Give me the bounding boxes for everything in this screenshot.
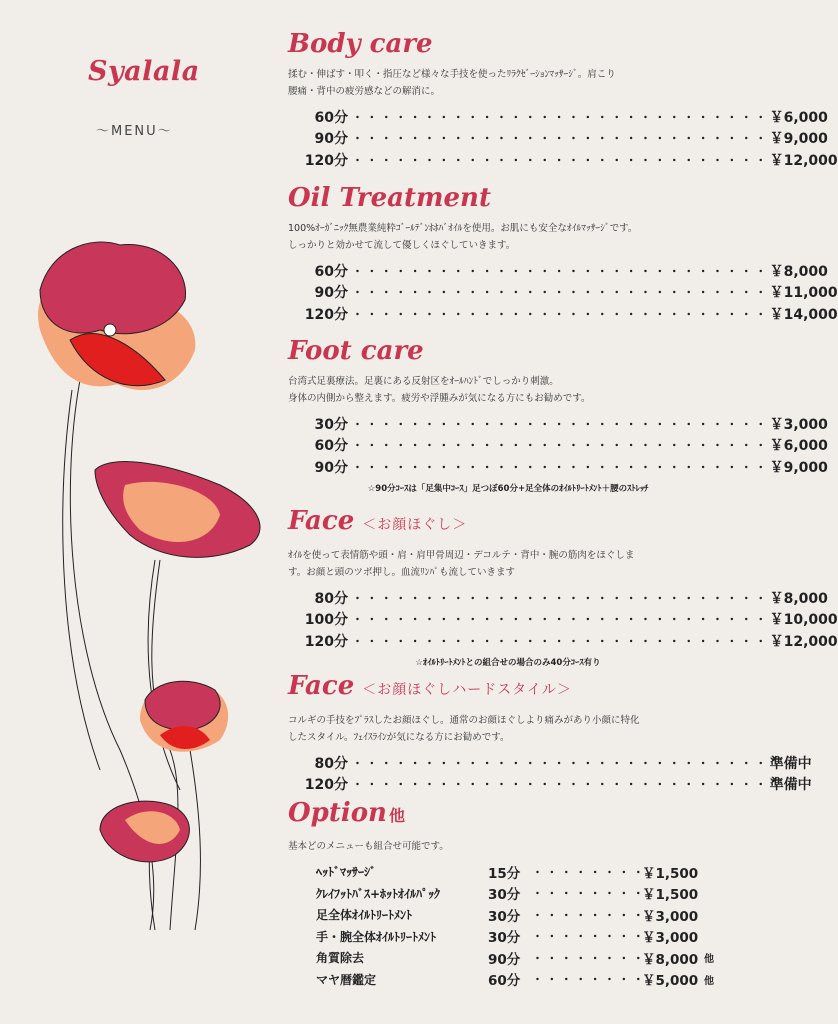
price: ￥9,000 (769, 131, 828, 148)
price-row (288, 128, 828, 150)
option-row (288, 883, 728, 905)
price-row (288, 260, 828, 282)
section-title (288, 797, 728, 832)
price: ￥11,000 (769, 285, 838, 302)
section-description: 基本どのメニューも組合せ可能です。 (288, 841, 449, 852)
leader-dots: ・・・・・・・・・・・・・・・・・・・・・・・・・・・・・ (352, 110, 770, 124)
section-title-suffix: 他 (388, 806, 405, 825)
price-row (288, 774, 812, 796)
poppy-lower (140, 681, 228, 751)
section-description: ｵｲﾙを使って表情筋や頭・肩・肩甲骨周辺・デコルテ・背中・腕の筋肉をほぐしま す。お顔と頭のツボ押し。血流ﾘﾝﾊﾟも流していきます (288, 550, 635, 578)
section-description: 100%ｵｰｶﾞﾆｯｸ無農業純粋ｺﾞｰﾙﾃﾞﾝﾎﾎﾊﾞｵｲﾙを使用。お肌にも安全なｵｲﾙﾏｯｻｰｼﾞです。 しっかりと効かせて流して優しくほぐしていきます。 (288, 223, 638, 251)
price: ￥3,000 (642, 930, 699, 947)
price-list (288, 106, 838, 171)
duration: 90分 (314, 131, 348, 148)
option-name: マヤ暦鑑定 (316, 972, 377, 987)
duration: 60分 (488, 973, 521, 990)
price: ￥9,000 (769, 459, 828, 476)
option-name: 手・腕全体ｵｲﾙﾄﾘｰﾄﾒﾝﾄ (316, 929, 437, 944)
duration: 120分 (304, 152, 348, 169)
leader-dots: ・・・・・・・・・・・・・・・・・・・・・・・・・・・・・ (352, 286, 770, 300)
option-extra: 他 (704, 975, 714, 987)
price-list (288, 587, 838, 652)
price: 準備中 (769, 755, 812, 772)
price-row (288, 587, 828, 609)
price-row (288, 630, 838, 652)
leader-dots: ・・・・・・・・ (532, 973, 648, 987)
option-row (288, 969, 728, 991)
price: ￥6,000 (769, 109, 828, 126)
leader-dots: ・・・・・・・・ (532, 951, 648, 965)
section-title (288, 505, 728, 541)
option-row (288, 947, 728, 969)
duration: 15分 (488, 865, 521, 882)
price-row (288, 282, 838, 304)
duration: 120分 (304, 777, 348, 794)
section-description: 揉む・伸ばす・叩く・指圧など様々な手技を使ったﾘﾗｸｾﾞｰｼｮﾝﾏｯｻｰｼﾞ。肩こり 腰痛・背中の疲労感などの解消に。 (288, 69, 616, 97)
brand-logo: Syalala (88, 56, 200, 87)
menu-label: 〜MENU〜 (96, 124, 173, 139)
section-title-text: Face (288, 671, 355, 701)
section-foot-care (288, 335, 828, 494)
leader-dots: ・・・・・・・・・・・・・・・・・・・・・・・・・・・・・ (352, 132, 770, 146)
leader-dots: ・・・・・・・・ (532, 908, 648, 922)
price: ￥8,000 (769, 263, 828, 280)
section-option (288, 797, 728, 990)
price-list (288, 413, 828, 478)
price-row (288, 752, 812, 774)
duration: 60分 (314, 109, 348, 126)
leader-dots: ・・・・・・・・ (532, 887, 648, 901)
price-list (288, 260, 838, 325)
price-row (288, 456, 828, 478)
duration: 30分 (488, 908, 521, 925)
poppy-top (38, 242, 195, 390)
section-body-care (288, 28, 838, 171)
option-row (288, 861, 728, 883)
option-name: 角質除去 (316, 951, 365, 966)
duration: 60分 (314, 263, 348, 280)
price-row (288, 149, 838, 171)
option-name: ｸﾚｲﾌｯﾄﾊﾞｽ+ﾎｯﾄｵｲﾙﾊﾟｯｸ (316, 886, 441, 901)
section-title: Body care (288, 29, 433, 59)
section-description: コルギの手技をﾌﾟﾗｽしたお顔ほぐし。通常のお顔ほぐしより痛みがあり小顔に特化 したスタイル。ﾌｪｲｽﾗｲﾝが気になる方にお勧めです。 (288, 715, 640, 743)
section-oil-treatment (288, 182, 838, 325)
duration: 30分 (314, 416, 348, 433)
leader-dots: ・・・・・・・・・・・・・・・・・・・・・・・・・・・・・ (352, 417, 770, 431)
section-title: Oil Treatment (288, 183, 491, 213)
price-row (288, 106, 828, 128)
price: ￥12,000 (769, 633, 838, 650)
price-row (288, 303, 838, 325)
duration: 90分 (314, 285, 348, 302)
leader-dots: ・・・・・・・・・・・・・・・・・・・・・・・・・・・・・ (352, 264, 770, 278)
price-row (288, 435, 828, 457)
poppy-illustration (0, 230, 280, 930)
price-row (288, 609, 838, 631)
option-row (288, 926, 728, 948)
section-face (288, 505, 838, 668)
leader-dots: ・・・・・・・・・・・・・・・・・・・・・・・・・・・・・ (352, 778, 770, 792)
price: ￥5,000 (642, 973, 699, 990)
price: ￥14,000 (769, 306, 838, 323)
price: ￥1,500 (642, 865, 699, 882)
duration: 30分 (488, 930, 521, 947)
price: ￥10,000 (769, 612, 838, 629)
section-note: ☆90分ｺｰｽは「足集中ｺｰｽ」足つぼ60分+足全体のｵｲﾙﾄﾘｰﾄﾒﾝﾄ＋腰のｽﾄﾚｯﾁ (367, 483, 649, 494)
leader-dots: ・・・・・・・・・・・・・・・・・・・・・・・・・・・・・ (352, 153, 770, 167)
leader-dots: ・・・・・・・・ (532, 930, 648, 944)
duration: 90分 (314, 459, 348, 476)
duration: 80分 (314, 590, 348, 607)
section-title (288, 670, 728, 706)
section-subtitle: ＜お顔ほぐしハードスタイル＞ (362, 682, 572, 698)
leader-dots: ・・・・・・・・・・・・・・・・・・・・・・・・・・・・・ (352, 460, 770, 474)
section-title-text: Face (288, 506, 355, 536)
price: ￥6,000 (769, 438, 828, 455)
duration: 100分 (304, 612, 348, 629)
duration: 120分 (304, 633, 348, 650)
duration: 30分 (488, 887, 521, 904)
option-name: ﾍｯﾄﾞﾏｯｻｰｼﾞ (316, 865, 377, 880)
duration: 90分 (488, 951, 521, 968)
price-list (288, 752, 812, 795)
leader-dots: ・・・・・・・・・・・・・・・・・・・・・・・・・・・・・ (352, 307, 770, 321)
price: 準備中 (769, 777, 812, 794)
poppy-middle (95, 462, 260, 558)
section-title-text: Option (288, 798, 387, 828)
section-face-hard (288, 670, 812, 795)
price: ￥8,000 (769, 590, 828, 607)
duration: 60分 (314, 438, 348, 455)
option-list (288, 861, 728, 990)
leader-dots: ・・・・・・・・・・・・・・・・・・・・・・・・・・・・・ (352, 634, 770, 648)
section-subtitle: ＜お顔ほぐし＞ (362, 517, 468, 533)
poppy-bottom (100, 801, 189, 862)
price-row (288, 413, 828, 435)
duration: 120分 (304, 306, 348, 323)
leader-dots: ・・・・・・・・・・・・・・・・・・・・・・・・・・・・・ (352, 613, 770, 627)
leader-dots: ・・・・・・・・・・・・・・・・・・・・・・・・・・・・・ (352, 591, 770, 605)
leader-dots: ・・・・・・・・ (532, 865, 648, 879)
section-title: Foot care (288, 336, 424, 366)
option-extra: 他 (704, 954, 714, 966)
leader-dots: ・・・・・・・・・・・・・・・・・・・・・・・・・・・・・ (352, 439, 770, 453)
price: ￥8,000 (642, 951, 699, 968)
option-name: 足全体ｵｲﾙﾄﾘｰﾄﾒﾝﾄ (316, 908, 413, 923)
section-note: ☆ｵｲﾙﾄﾘｰﾄﾒﾝﾄとの組合せの場合のみ40分ｺｰｽ有り (415, 657, 601, 668)
price: ￥3,000 (769, 416, 828, 433)
price: ￥12,000 (769, 152, 838, 169)
duration: 80分 (314, 755, 348, 772)
leader-dots: ・・・・・・・・・・・・・・・・・・・・・・・・・・・・・ (352, 756, 770, 770)
price: ￥1,500 (642, 887, 699, 904)
section-description: 台湾式足裏療法。足裏にある反射区をｵｰﾙﾊﾝﾄﾞでしっかり刺激。 身体の内側から整えます。疲労や浮腫みが気になる方にもお勧めです。 (288, 376, 591, 404)
option-row (288, 904, 728, 926)
price: ￥3,000 (642, 908, 699, 925)
